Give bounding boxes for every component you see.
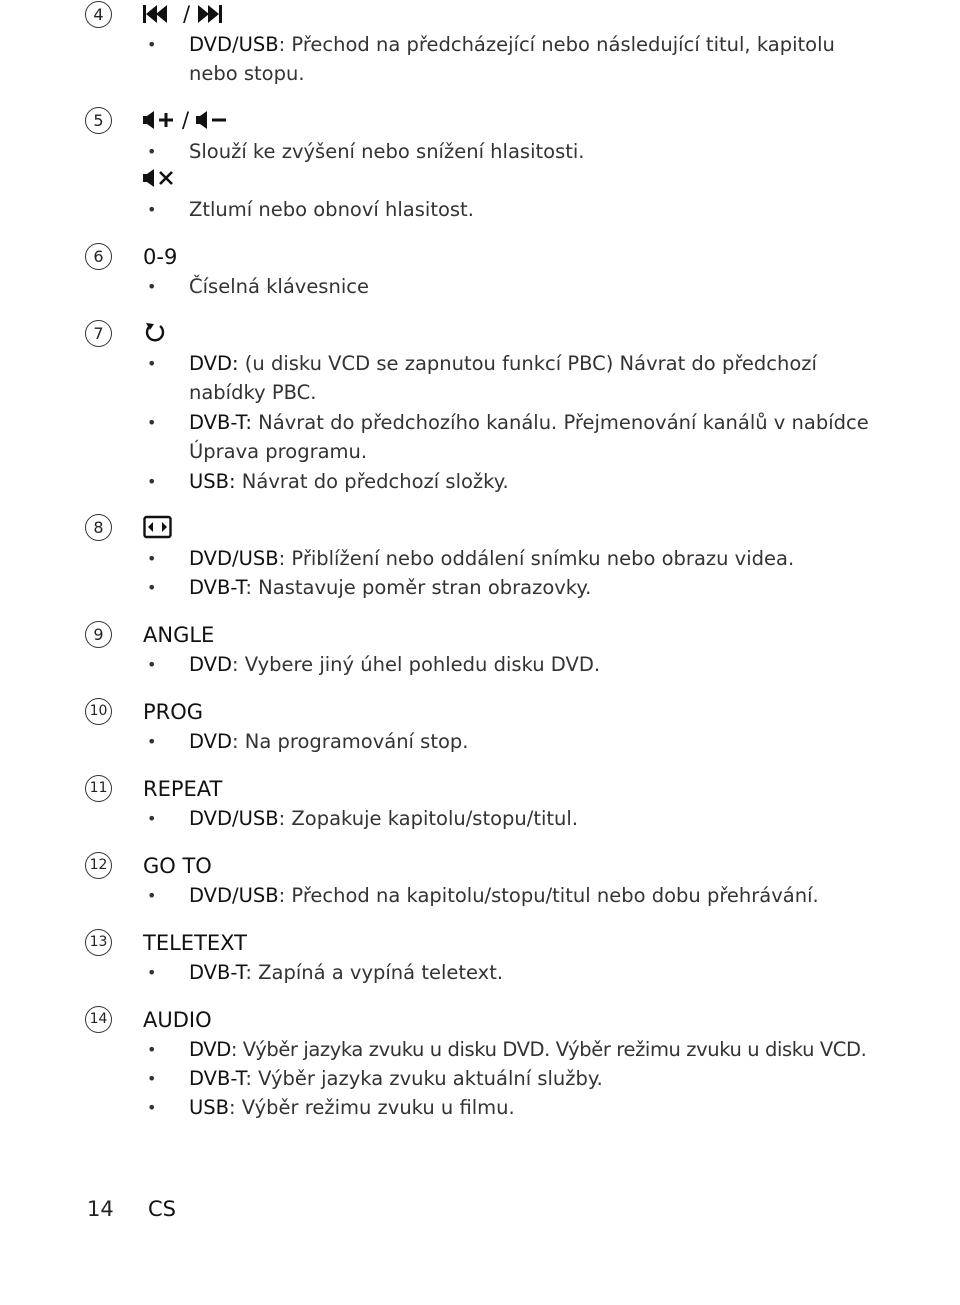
list-item: • Slouží ke zvýšení nebo snížení hlasitosti. <box>147 137 877 166</box>
list-item: • DVB-T: Zapíná a vypíná teletext. <box>147 958 877 987</box>
volume-up-icon <box>143 109 179 131</box>
item-number-4: 4 <box>85 1 112 28</box>
section-14-heading: AUDIO <box>143 1008 212 1032</box>
item-number-11: 11 <box>85 775 112 802</box>
section-4-separator: / <box>183 2 191 26</box>
bullet: • <box>147 1098 157 1117</box>
section-13-heading: TELETEXT <box>143 931 248 955</box>
list-item: • Ztlumí nebo obnoví hlasitost. <box>147 195 877 224</box>
section-12-heading: GO TO <box>143 854 212 878</box>
bullet: • <box>147 142 157 161</box>
page-number: 14 <box>87 1197 114 1221</box>
item-number-7: 7 <box>85 320 112 347</box>
bullet: • <box>147 472 157 491</box>
list-item: • DVD/USB: Zopakuje kapitolu/stopu/titul. <box>147 804 877 833</box>
list-item: • DVD: Vybere jiný úhel pohledu disku DVD. <box>147 650 877 679</box>
section-6-heading: 0-9 <box>143 245 178 269</box>
language-code: CS <box>148 1197 176 1221</box>
next-icon <box>198 5 222 23</box>
bullet: • <box>147 200 157 219</box>
item-number-12: 12 <box>85 852 112 879</box>
section-5-separator: / <box>182 108 190 132</box>
back-icon <box>143 321 167 345</box>
list-item: • Číselná klávesnice <box>147 272 877 301</box>
item-number-14: 14 <box>85 1006 112 1033</box>
section-10-heading: PROG <box>143 700 204 724</box>
list-item: • DVD/USB: Přiblížení nebo oddálení snímku nebo obrazu videa. <box>147 544 877 573</box>
item-number-6: 6 <box>85 243 112 270</box>
list-item: • DVD: Na programování stop. <box>147 727 877 756</box>
bullet: • <box>147 1069 157 1088</box>
list-item: • DVD: (u disku VCD se zapnutou funkcí PBC) Návrat do předchozí nabídky PBC. <box>147 349 877 407</box>
bullet: • <box>147 809 157 828</box>
bullet: • <box>147 732 157 751</box>
list-item: • DVD/USB: Přechod na předcházející nebo následující titul, kapitolu nebo stopu. <box>147 30 877 88</box>
item-number-9: 9 <box>85 621 112 648</box>
list-item: • USB: Výběr režimu zvuku u filmu. <box>147 1093 877 1122</box>
bullet: • <box>147 963 157 982</box>
list-item: • DVB-T: Nastavuje poměr stran obrazovky. <box>147 573 877 602</box>
list-item: • USB: Návrat do předchozí složky. <box>147 467 877 496</box>
bullet: • <box>147 35 157 54</box>
item-number-13: 13 <box>85 929 112 956</box>
bullet: • <box>147 413 157 432</box>
bullet: • <box>147 354 157 373</box>
list-item: • DVD: Výběr jazyka zvuku u disku DVD. Výběr režimu zvuku u disku VCD. <box>147 1035 877 1064</box>
bullet: • <box>147 886 157 905</box>
volume-down-icon <box>196 109 232 131</box>
previous-icon <box>143 5 167 23</box>
section-9-heading: ANGLE <box>143 623 215 647</box>
bullet: • <box>147 277 157 296</box>
item-number-8: 8 <box>85 514 112 541</box>
prev-next-symbols <box>143 3 238 25</box>
item-number-5: 5 <box>85 107 112 134</box>
list-item: • DVB-T: Návrat do předchozího kanálu. Přejmenování kanálů v nabídce Úprava programu. <box>147 408 877 466</box>
list-item: • DVB-T: Výběr jazyka zvuku aktuální služby. <box>147 1064 877 1093</box>
zoom-icon <box>143 515 173 539</box>
list-item: • DVD/USB: Přechod na kapitolu/stopu/titul nebo dobu přehrávání. <box>147 881 877 910</box>
bullet: • <box>147 655 157 674</box>
bullet: • <box>147 1040 157 1059</box>
item-number-10: 10 <box>85 698 112 725</box>
section-11-heading: REPEAT <box>143 777 223 801</box>
mute-icon <box>143 167 179 189</box>
bullet: • <box>147 578 157 597</box>
bullet: • <box>147 549 157 568</box>
